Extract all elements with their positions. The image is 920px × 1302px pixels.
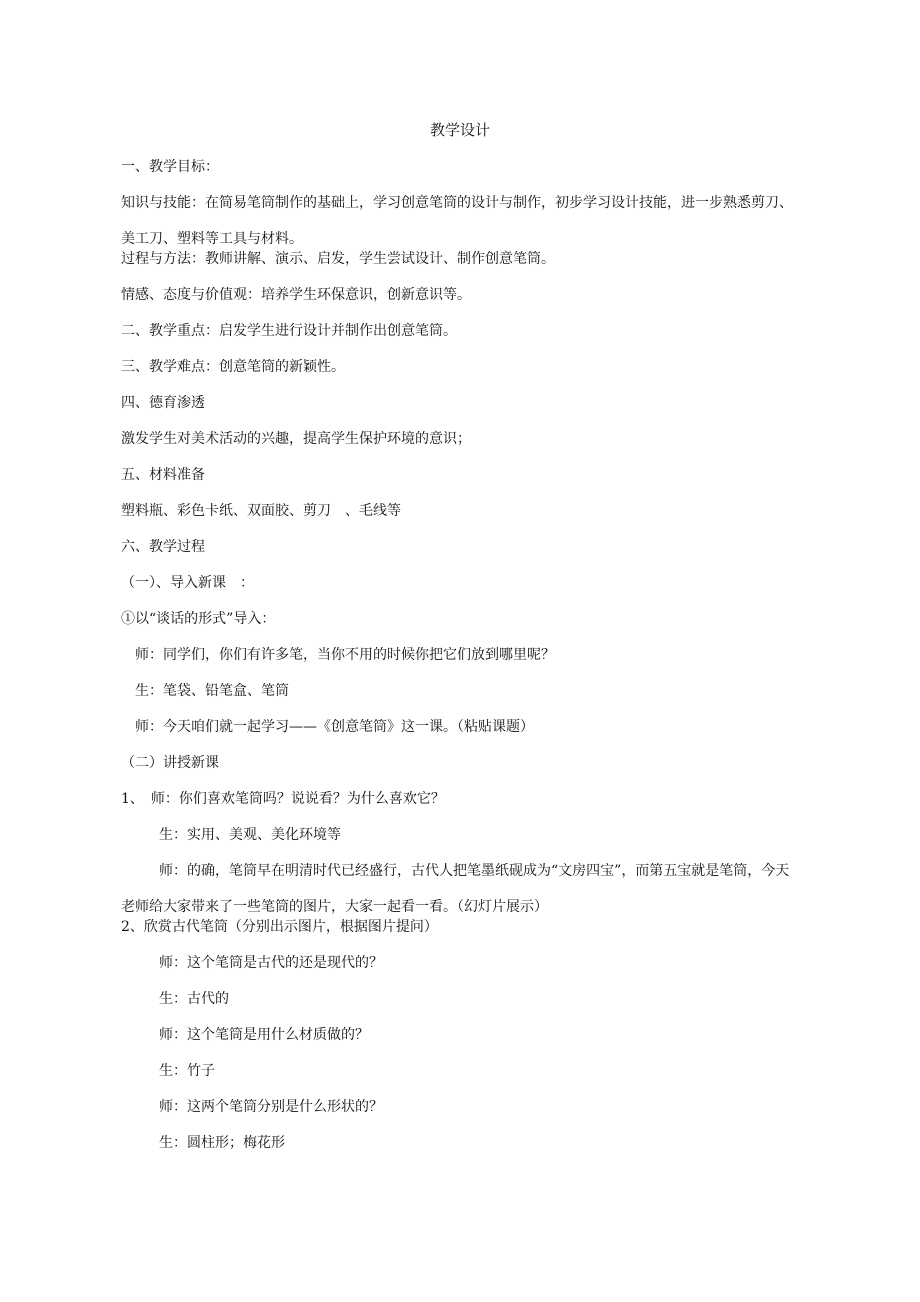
dialogue-student-3: 生：古代的 (159, 991, 229, 1007)
dialogue-student-2: 生：实用、美观、美化环境等 (159, 827, 341, 843)
paragraph-materials: 塑料瓶、彩色卡纸、双面胶、剪刀 、毛线等 (121, 503, 401, 519)
dialogue-teacher-6: 师：这个笔筒是用什么材质做的？ (159, 1027, 369, 1043)
dialogue-student-5: 生：圆柱形；梅花形 (159, 1135, 285, 1151)
heading-teaching-focus: 二、教学重点：启发学生进行设计并制作出创意笔筒。 (121, 323, 457, 339)
heading-materials: 五、材料准备 (121, 467, 205, 483)
document-body (121, 157, 801, 1169)
heading-moral-education: 四、德育渗透 (121, 395, 205, 411)
dialogue-teacher-1: 师：同学们，你们有许多笔，当你不用的时候你把它们放到哪里呢？ (135, 647, 555, 663)
paragraph-moral-education: 激发学生对美术活动的兴趣，提高学生保护环境的意识； (121, 431, 471, 447)
paragraph-emotion-attitude: 情感、态度与价值观：培养学生环保意识，创新意识等。 (121, 287, 471, 303)
subheading-introduction: （一）、导入新课 ： (121, 575, 254, 591)
dialogue-student-1: 生：笔袋、铅笔盒、笔筒 (135, 683, 289, 699)
paragraph-process-method: 过程与方法：教师讲解、演示、启发，学生尝试设计、制作创意笔筒。 (121, 251, 555, 267)
heading-teaching-process: 六、教学过程 (121, 539, 205, 555)
heading-teaching-goals: 一、教学目标： (121, 159, 219, 175)
subheading-new-lesson: （二）讲授新课 (121, 755, 219, 771)
dialogue-teacher-3: 1、 师：你们喜欢笔筒吗？说说看？为什么喜欢它？ (121, 791, 445, 807)
heading-teaching-difficulty: 三、教学难点：创意笔筒的新颖性。 (121, 359, 345, 375)
paragraph-knowledge-skills: 知识与技能：在简易笔筒制作的基础上，学习创意笔筒的设计与制作，初步学习设计技能，进一步熟悉剪刀、美工刀、塑料等工具与材料。 (121, 195, 793, 247)
dialogue-student-4: 生：竹子 (159, 1063, 215, 1079)
document-title: 教学设计 (429, 121, 490, 139)
dialogue-teacher-2: 师：今天咱们就一起学习——《创意笔筒》这一课。（粘贴课题） (135, 719, 534, 735)
paragraph-intro-method: ①以“谈话的形式”导入： (121, 611, 276, 627)
dialogue-teacher-7: 师：这两个笔筒分别是什么形状的？ (159, 1099, 383, 1115)
dialogue-teacher-5: 师：这个笔筒是古代的还是现代的？ (159, 955, 383, 971)
dialogue-teacher-4: 师：的确，笔筒早在明清时代已经盛行，古代人把笔墨纸砚成为“文房四宝”，而第五宝就是笔筒，今天老师给大家带来了一些笔筒的图片，大家一起看一看。（幻灯片展示） (121, 863, 790, 915)
subheading-ancient-pen-holders: 2、欣赏古代笔筒（分别出示图片，根据图片提问） (121, 919, 438, 935)
